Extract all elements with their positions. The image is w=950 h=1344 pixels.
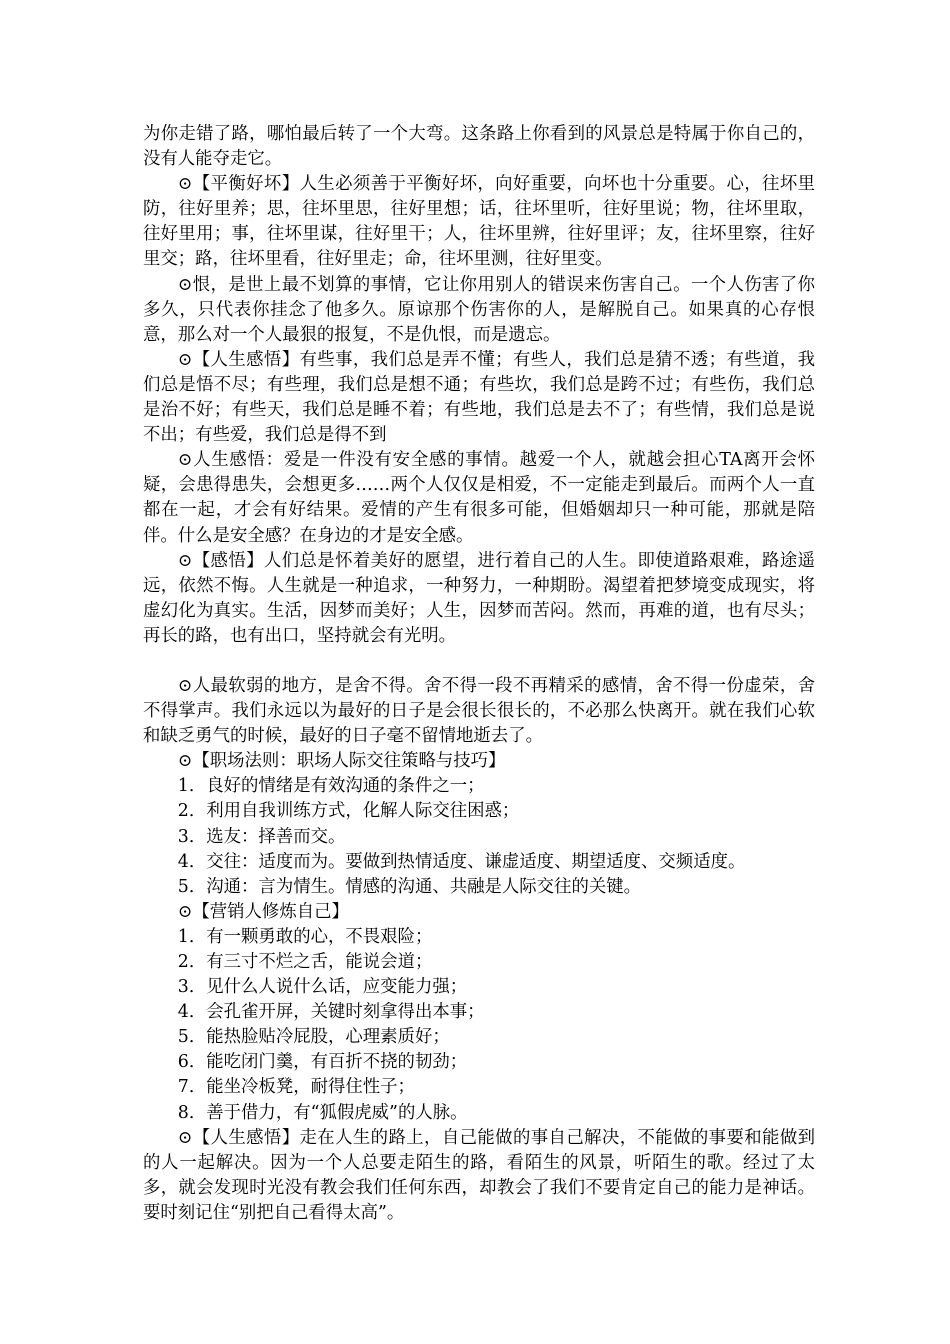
list-item: 3．选友：择善而交。 bbox=[177, 826, 346, 847]
list-item: 2．利用自我训练方式，化解人际交往困惑； bbox=[177, 801, 520, 822]
workplace-heading: ⊙【职场法则：职场人际交往策略与技巧】 bbox=[177, 751, 506, 772]
list-item: 1．有一颗勇敢的心，不畏艰险； bbox=[177, 926, 433, 947]
document-page bbox=[143, 122, 815, 1226]
sales-heading: ⊙【营销人修炼自己】 bbox=[177, 901, 349, 922]
list-item: 7．能坐冷板凳，耐得住性子； bbox=[177, 1077, 415, 1098]
list-item: 6．能吃闭门羹，有百折不挠的韧劲； bbox=[177, 1052, 468, 1073]
paragraph-love-security: ⊙人生感悟：爱是一件没有安全感的事情。越爱一个人，就越会担心TA离开会怀疑，会患得患失，会想更多……两个人仅仅是相爱，不一定能走到最后。而两个人一直都在一起，才会有好结果。爱情的产生有很多可能，但婚姻却只一种可能，那就是陪伴。什么是安全感？在身边的才是安全感。 bbox=[143, 450, 815, 546]
list-item: 4．交往：适度而为。要做到热情适度、谦虚适度、期望适度、交频适度。 bbox=[177, 851, 746, 872]
paragraph-closing: ⊙【人生感悟】走在人生的路上，自己能做的事自己解决，不能做的事要和能做到的人一起解决。因为一个人总要走陌生的路，看陌生的风景，听陌生的歌。经过了太多，就会发现时光没有教会我们任何东西，却教会了我们不要肯定自己的能力是神话。要时刻记住“别把自己看得太高”。 bbox=[143, 1127, 815, 1223]
workplace-list bbox=[143, 774, 815, 899]
paragraph-insight: ⊙【感悟】人们总是怀着美好的愿望，进行着自己的人生。即使道路艰难，路途遥远，依然不悔。人生就是一种追求，一种努力，一种期盼。渴望着把梦境变成现实，将虚幻化为真实。生活，因梦而美好；人生，因梦而苦闷。然而，再难的道，也有尽头；再长的路，也有出口，坚持就会有光明。 bbox=[143, 550, 815, 646]
paragraph-life-insight: ⊙【人生感悟】有些事，我们总是弄不懂；有些人，我们总是猜不透；有些道，我们总是悟不尽；有些理，我们总是想不通；有些坎，我们总是跨不过；有些伤，我们总是治不好；有些天，我们总是睡不着；有些地，我们总是去不了；有些情，我们总是说不出；有些爱，我们总是得不到 bbox=[143, 349, 815, 446]
sales-list bbox=[143, 925, 815, 1126]
paragraph-reluctance: ⊙人最软弱的地方，是舍不得。舍不得一段不再精采的感情，舍不得一份虚荣，舍不得掌声。我们永远以为最好的日子是会很长很长的，不必那么快离开。就在我们心软和缺乏勇气的时候，最好的日子毫不留情地逝去了。 bbox=[143, 675, 815, 747]
list-item: 8．善于借力，有“狐假虎威”的人脉。 bbox=[177, 1102, 468, 1123]
list-item: 4．会孔雀开屏，关键时刻拿得出本事； bbox=[177, 1002, 485, 1023]
list-item: 1．良好的情绪是有效沟通的条件之一； bbox=[177, 776, 485, 797]
paragraph-hatred: ⊙恨，是世上最不划算的事情，它让你用别人的错误来伤害自己。一个人伤害了你多久，只代表你挂念了他多久。原谅那个伤害你的人，是解脱自己。如果真的心存恨意，那么对一个人最狠的报复，不是仇恨，而是遗忘。 bbox=[143, 274, 815, 345]
list-item: 5．沟通：言为情生。情感的沟通、共融是人际交往的关键。 bbox=[177, 876, 642, 897]
paragraph-continued: 为你走错了路，哪怕最后转了一个大弯。这条路上你看到的风景总是特属于你自己的，没有人能夺走它。 bbox=[143, 124, 815, 170]
list-item: 3．见什么人说什么话，应变能力强； bbox=[177, 977, 468, 998]
list-item: 2．有三寸不烂之舌，能说会道； bbox=[177, 952, 433, 972]
paragraph-balance: ⊙【平衡好坏】人生必须善于平衡好坏，向好重要，向坏也十分重要。心，往坏里防，往好里养；思，往坏里思，往好里想；话，往坏里听，往好里说；物，往坏里取，往好里用；事，往坏里谋，往好里干；人，往坏里辨，往好里评；友，往坏里察，往好里交；路，往坏里看，往好里走；命，往坏里测，往好里变。 bbox=[143, 174, 815, 270]
list-item: 5．能热脸贴冷屁股，心理素质好； bbox=[177, 1027, 450, 1048]
